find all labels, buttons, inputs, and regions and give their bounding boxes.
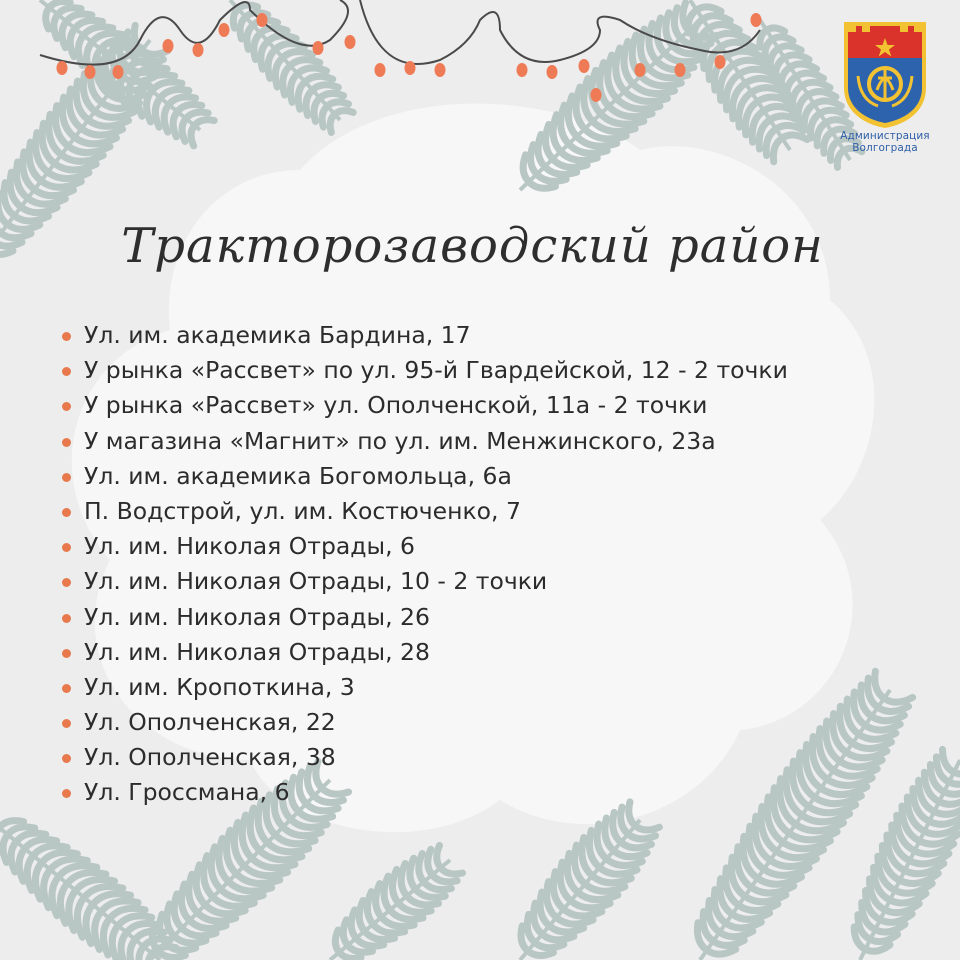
light-bulb [193,43,204,57]
light-bulb [405,61,416,75]
fir-branch [330,845,462,960]
address-item [58,388,788,423]
address-item [58,705,788,740]
bullet-dot [62,367,71,376]
address-item [58,424,788,459]
district-title: Тракторозаводский район [121,218,824,274]
bullet-dot [62,543,71,552]
bullet-dot [62,578,71,587]
bullet-dot [62,508,71,517]
address-text: У рынка «Рассвет» ул. Ополченской, 11а - 2 точки [84,391,708,420]
address-text: Ул. им. Николая Отрады, 10 - 2 точки [84,567,548,596]
address-list [58,318,788,811]
bullet-dot [62,473,71,482]
address-item [58,494,788,529]
address-item [58,564,788,599]
org-name-line-1: Администрация [840,130,930,142]
light-bulb [517,63,528,77]
address-text: Ул. им. Николая Отрады, 26 [84,602,430,631]
light-bulb [635,63,646,77]
bullet-dot [62,614,71,623]
light-bulb [375,63,386,77]
address-text: П. Водстрой, ул. им. Костюченко, 7 [84,496,521,525]
bullet-dot [62,402,71,411]
light-bulb [219,23,230,37]
address-item [58,529,788,564]
light-bulb [113,65,124,79]
light-bulb [579,59,590,73]
light-bulb [257,13,268,27]
light-bulb [715,55,726,69]
bullet-dot [62,789,71,798]
org-name-line-2: Волгограда [852,142,918,154]
light-bulb [85,65,96,79]
address-text: Ул. Гроссмана, 6 [84,778,290,807]
address-text: Ул. им. академика Богомольца, 6а [84,461,512,490]
address-item [58,670,788,705]
address-text: У рынка «Рассвет» по ул. 95-й Гвардейской, 12 - 2 точки [84,356,788,385]
emblem-block [826,18,944,154]
address-item [58,600,788,635]
volgograd-coat-of-arms-icon [838,18,932,130]
address-text: Ул. им. академика Бардина, 17 [84,321,471,349]
bullet-dot [62,332,71,341]
address-text: Ул. им. Николая Отрады, 28 [84,637,430,666]
light-bulb [57,61,68,75]
address-item [58,353,788,388]
address-text: Ул. им. Николая Отрады, 6 [84,532,415,561]
bullet-dot [62,719,71,728]
bullet-dot [62,649,71,658]
bullet-dot [62,684,71,693]
address-item [58,635,788,670]
address-item [58,740,788,775]
light-bulb [435,63,446,77]
light-bulb [591,88,602,102]
light-bulb [751,13,762,27]
fir-branch [520,802,659,960]
address-text: Ул. им. Кропоткина, 3 [84,672,355,701]
light-bulb [163,39,174,53]
address-item [58,318,788,353]
light-bulb [313,41,324,55]
light-bulb [675,63,686,77]
fir-branch [230,0,353,132]
bullet-dot [62,754,71,763]
address-item [58,775,788,810]
address-text: Ул. Ополченская, 22 [84,708,336,737]
address-item [58,459,788,494]
light-bulb [547,65,558,79]
bullet-dot [62,438,71,447]
address-text: Ул. Ополченская, 38 [84,743,336,772]
light-bulb [345,35,356,49]
address-text: У магазина «Магнит» по ул. им. Менжинского, 23а [84,426,716,455]
